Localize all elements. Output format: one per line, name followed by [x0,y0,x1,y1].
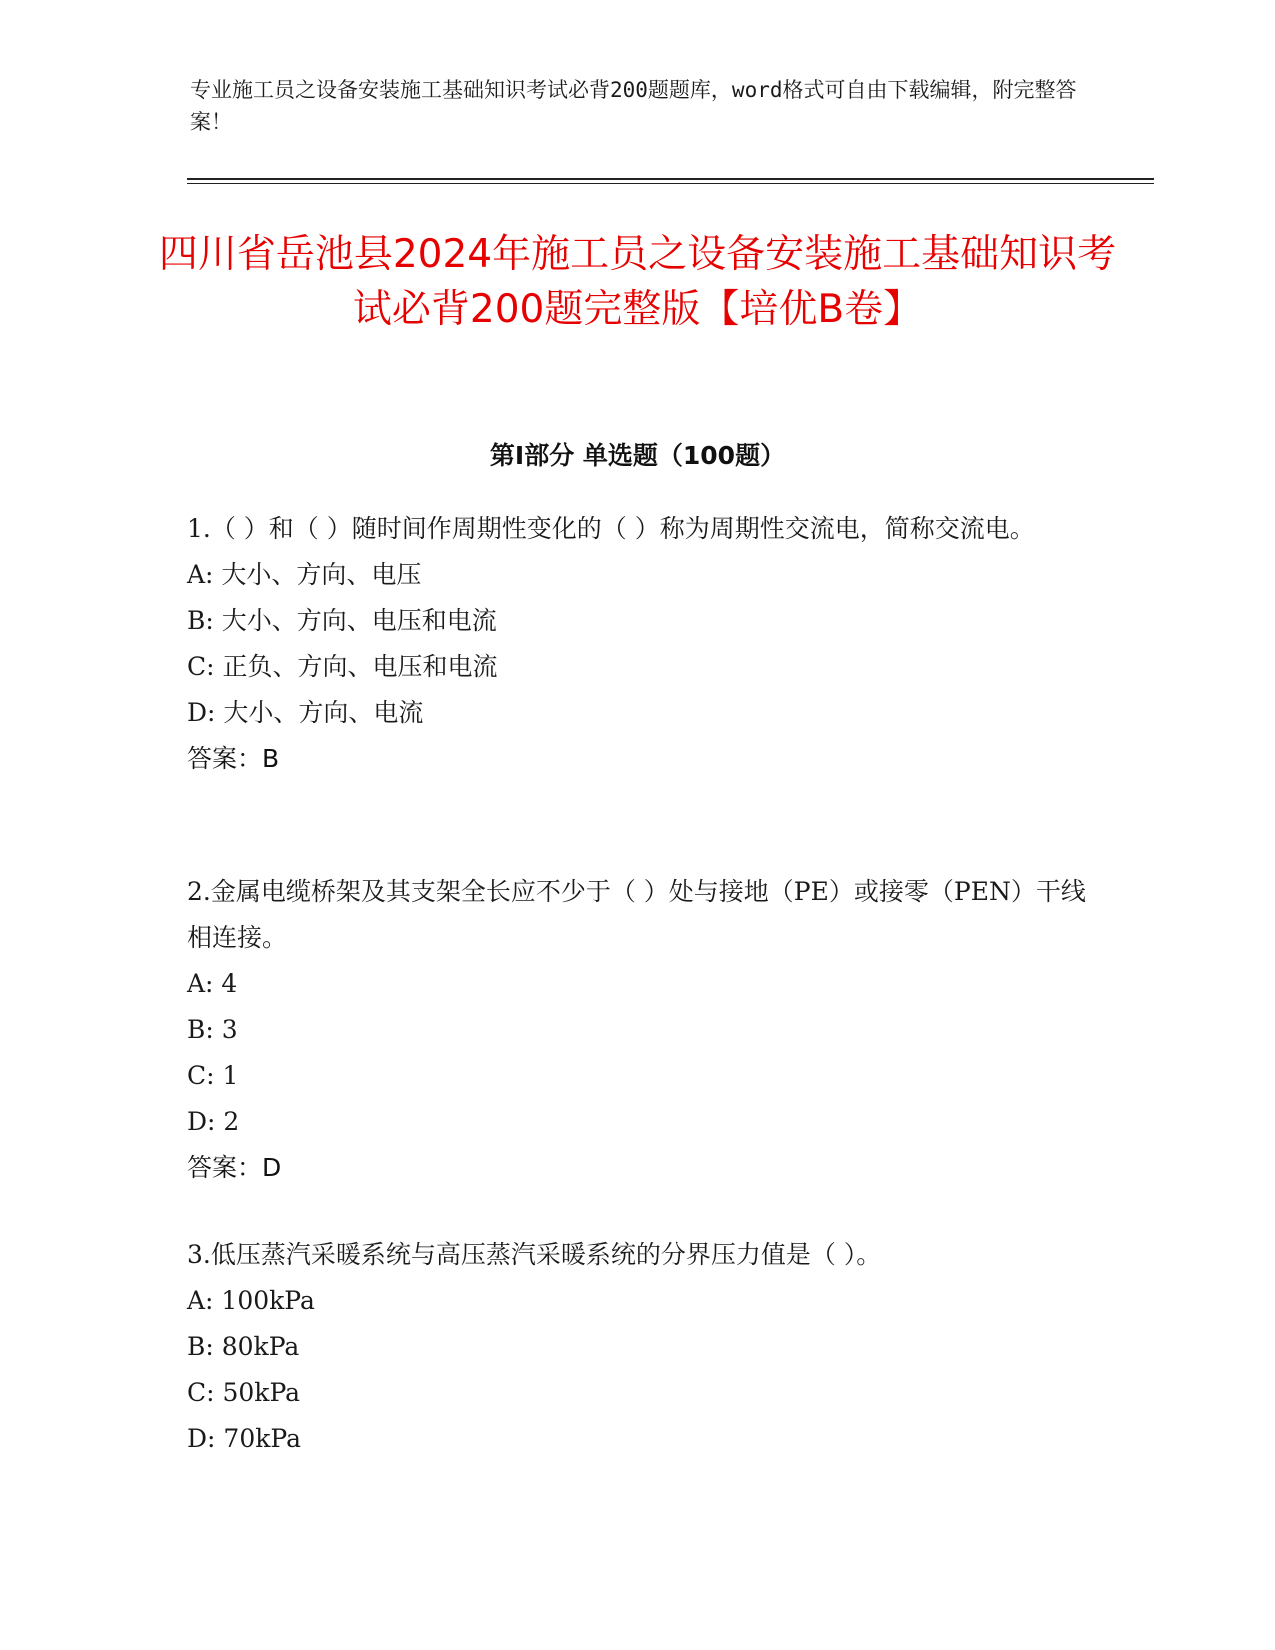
header-note: 专业施工员之设备安装施工基础知识考试必背200题题库，word格式可自由下载编辑，附完整答案！ [190,78,1077,134]
document-title: 四川省岳池县2024年施工员之设备安装施工基础知识考试必背200题完整版【培优B卷】 [158,232,1117,332]
option-d: D: 70kPa [187,1424,301,1453]
option-c: C: 50kPa [187,1378,301,1407]
answer-line: 答案：B [187,744,280,773]
section-heading: 第Ⅰ部分 单选题（100题） [489,441,786,470]
option-a: A: 100kPa [187,1286,315,1315]
question-1 [187,506,1087,782]
option-c: C: 1 [187,1061,239,1090]
option-b: B: 3 [187,1015,238,1044]
question-stem: 2.金属电缆桥架及其支架全长应不少于（ ）处与接地（PE）或接零（PEN）干线相连接。 [187,877,1086,952]
option-a: A: 大小、方向、电压 [187,560,422,589]
question-stem: 1.（ ）和（ ）随时间作周期性变化的（ ）称为周期性交流电，简称交流电。 [187,514,1035,543]
question-2 [187,869,1087,1191]
option-d: D: 2 [187,1107,240,1136]
option-c: C: 正负、方向、电压和电流 [187,652,498,681]
option-b: B: 80kPa [187,1332,300,1361]
answer-line: 答案：D [187,1153,282,1182]
header-divider [187,178,1154,184]
question-stem: 3.低压蒸汽采暖系统与高压蒸汽采暖系统的分界压力值是（ ）。 [187,1240,882,1269]
option-b: B: 大小、方向、电压和电流 [187,606,497,635]
question-3 [187,1232,1087,1462]
option-d: D: 大小、方向、电流 [187,698,424,727]
option-a: A: 4 [187,969,238,998]
